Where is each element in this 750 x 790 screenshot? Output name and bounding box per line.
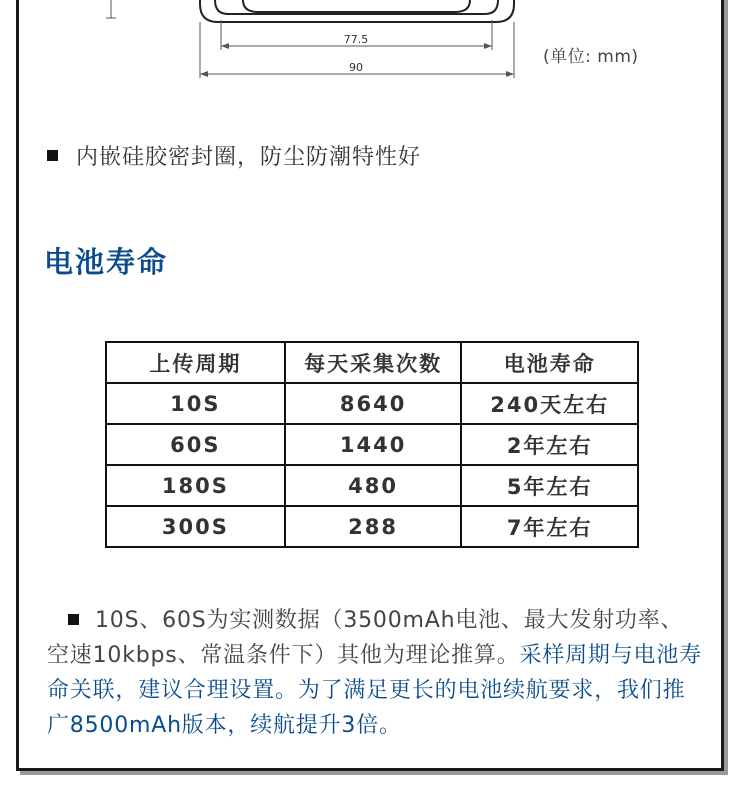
dim-outer-label: 90: [349, 61, 363, 74]
table-cell: 1440: [285, 424, 462, 465]
table-cell: 10S: [106, 383, 285, 424]
table-cell: 7年左右: [461, 506, 638, 547]
feature-bullet: [47, 140, 421, 171]
table-cell: 300S: [106, 506, 285, 547]
table-cell: 5年左右: [461, 465, 638, 506]
table-row: [106, 506, 638, 547]
bullet-square-icon: [47, 150, 58, 161]
table-cell: 2年左右: [461, 424, 638, 465]
note-highlight: 采样周期与电池寿命关联，建议合理设置。为了满足更长的电池续航要求，我们推广8500mAh版本，续航提升3倍。: [47, 643, 702, 738]
table-header-cell: 电池寿命: [461, 342, 638, 383]
inner-slot: [243, 0, 470, 12]
table-cell: 180S: [106, 465, 285, 506]
table-row: [106, 465, 638, 506]
note-text: 10S、60S为实测数据（3500mAh电池、最大发射功率、空速10kbps、常温条件下）其他为理论推算。: [47, 608, 684, 668]
section-title: 电池寿命: [44, 245, 169, 279]
dim-inner-label: 77.5: [343, 33, 369, 46]
feature-bullet-text: 内嵌硅胶密封圈，防尘防潮特性好: [76, 145, 422, 170]
unit-note: (单位: mm): [543, 47, 639, 67]
table-cell: 8640: [285, 383, 462, 424]
table-row: [106, 424, 638, 465]
table-row: [106, 383, 638, 424]
table-cell: 288: [285, 506, 462, 547]
table-cell: 240天左右: [461, 383, 638, 424]
table-cell: 60S: [106, 424, 285, 465]
table-cell: 480: [285, 465, 462, 506]
battery-note: [47, 603, 702, 743]
table-header-cell: 上传周期: [106, 342, 285, 383]
table-header-cell: 每天采集次数: [285, 342, 462, 383]
battery-life-table: [105, 341, 639, 548]
table-header-row: [106, 342, 638, 383]
bullet-square-icon: [68, 614, 79, 625]
